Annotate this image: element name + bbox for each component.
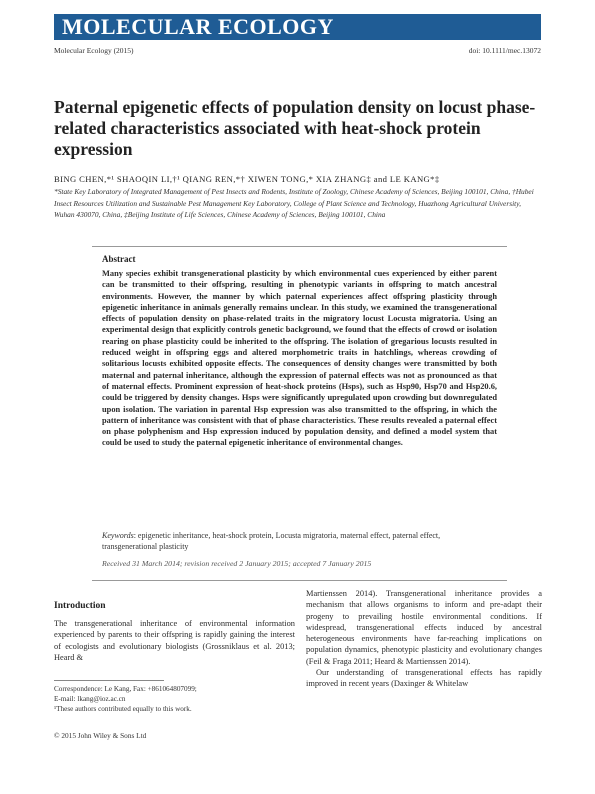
keywords-label: Keywords: [102, 531, 134, 540]
correspondence-note: Correspondence: Le Kang, Fax: +861064807099;: [54, 685, 197, 693]
keywords-text: : epigenetic inheritance, heat-shock protein, Locusta migratoria, maternal effect, paternal effect, transgenerational plasticity: [102, 531, 441, 551]
author-list: BING CHEN,*¹ SHAOQIN LI,†¹ QIANG REN,*† XIWEN TONG,* XIA ZHANG‡ and LE KANG*‡: [54, 174, 440, 184]
journal-banner: MOLECULAR ECOLOGY: [54, 14, 541, 40]
abstract-section: [92, 246, 507, 581]
abstract-text: Many species exhibit transgenerational plasticity by which environmental cues experienced by either parent can be transmitted to their offspring, resulting in phenotypic variants in offspring to match ancestral environments. However, the manner by which paternal experiences affect offspring plasticity through epigenetic inheritance in animals generally remains unclear. In this study, we examined the transgenerational effects of population density on phase-related traits in the migratory locust Locusta migratoria. Using an experimental design that explicitly controls genetic background, we found that the effects of crowd or isolation rearing on phase plasticity could be inherited to the offspring. The isolation of gregarious locusts resulted in reduced weight in offspring eggs and altered morphometric traits in hatchlings, whereas crowding of solitarious locusts exhibited opposite effects. The consequences of density changes were transmitted by both maternal and paternal inheritance, although the expression of paternal effects was not as pronounced as that of maternal effects. Prominent expression of heat-shock proteins (Hsps), such as Hsp90, Hsp70 and Hsp20.6, could be triggered by density changes. Hsps were significantly upregulated upon crowding but downregulated upon isolation. The variation in parental Hsp expression was also transmitted to the offspring, in which the pattern of inheritance was consistent with that of phase characteristics. These results revealed a paternal effect on phase polyphenism and Hsp expression induced by population density, and defined a model system that could be used to study the paternal epigenetic inheritance of environmental changes.: [102, 269, 497, 448]
running-header-doi[interactable]: doi: 10.1111/mec.13072: [468, 46, 541, 55]
running-header-journal: Molecular Ecology (2015): [54, 46, 134, 55]
footnote-divider: [54, 680, 164, 681]
abstract-heading: Abstract: [102, 254, 136, 264]
affiliations: *State Key Laboratory of Integrated Management of Pest Insects and Rodents, Institute of Zoology, Chinese Academy of Sciences, Beijing 100101, China, †Hubei Insect Resources Utilization and Sustainable Pest Management Key Laboratory, College of Plant Science and Technology, Huazhong Agricultural University, Wuhan 430070, China, ‡Beijing Institute of Life Sciences, Chinese Academy of Sciences, Beijing 100101, China: [54, 187, 534, 220]
footnotes: [54, 684, 295, 715]
article-title: Paternal epigenetic effects of population density on locust phase-related characteristics associated with heat-shock protein expression: [54, 97, 536, 159]
right-column-paragraph-1: Martienssen 2014). Transgenerational inheritance provides a mechanism that allows organisms to inform and pre-adapt their progeny to prevailing hostile environmental conditions. If widespread, transgenerational effects induced by ancestral heterogeneous environments have far-reaching implications on population dynamics, phenotypic plasticity and evolutionary changes (Feil & Fraga 2011; Heard & Martienssen 2014).: [306, 589, 542, 666]
equal-contribution-note: ¹These authors contributed equally to this work.: [54, 705, 192, 714]
introduction-left-column: The transgenerational inheritance of environmental information experienced by parents to their offspring is rapidly gaining the interest of ecologists and evolutionary biologists (Grossniklaus et al. 2013; Heard &: [54, 619, 295, 662]
copyright: © 2015 John Wiley & Sons Ltd: [54, 731, 147, 740]
right-column-paragraph-2: Our understanding of transgenerational effects has rapidly improved in recent years (Daxinger & Whitelaw: [306, 668, 542, 689]
introduction-right-column: [306, 588, 542, 690]
email-note[interactable]: E-mail: lkang@ioz.ac.cn: [54, 695, 126, 704]
article-dates: Received 31 March 2014; revision received 2 January 2015; accepted 7 January 2015: [102, 559, 372, 568]
keywords: [102, 530, 497, 552]
introduction-heading: Introduction: [54, 601, 106, 611]
